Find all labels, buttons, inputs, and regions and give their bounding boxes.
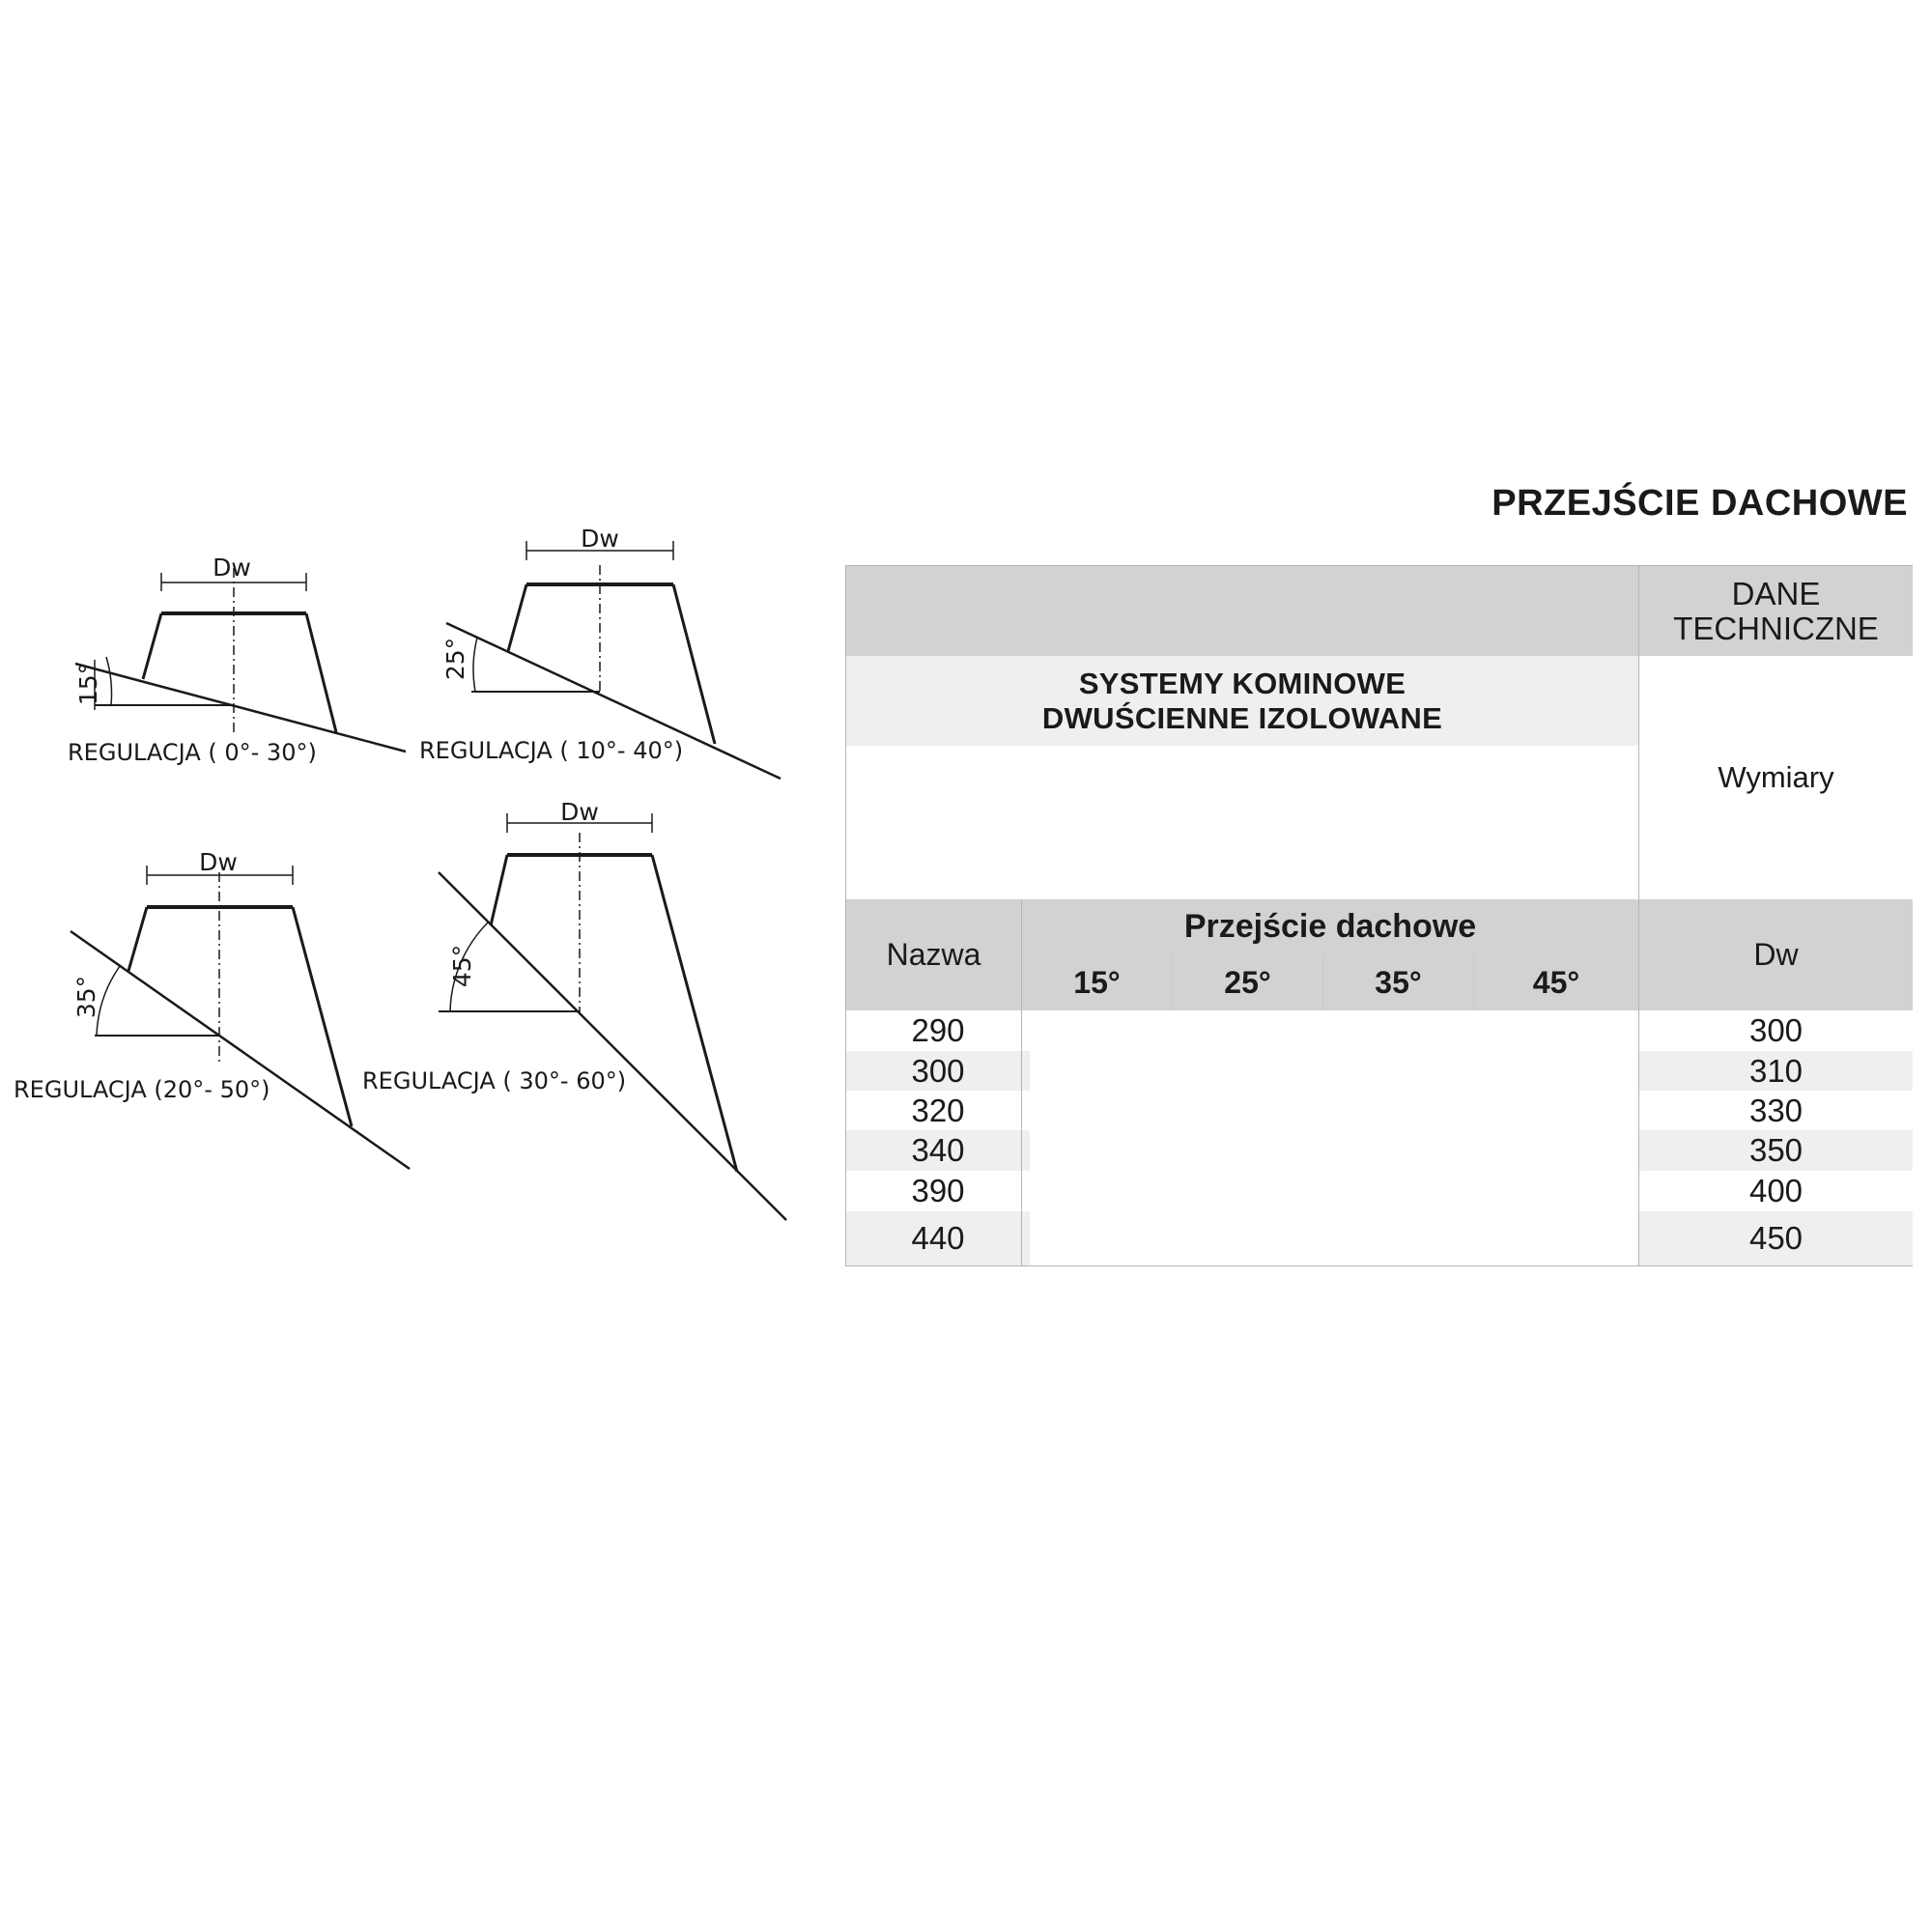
diagram-4-angle: 45° <box>448 944 476 988</box>
diagram-35 <box>71 866 410 1169</box>
diagram-2-angle: 25° <box>441 637 469 681</box>
table-row-5-dw: 400 <box>1639 1171 1913 1211</box>
angle-header-15: 15° <box>1022 954 1172 1010</box>
page-title: PRZEJŚCIE DACHOWE <box>1492 483 1908 524</box>
table-row-2-dw: 310 <box>1639 1051 1913 1091</box>
angle-header-25: 25° <box>1173 954 1322 1010</box>
divider-angle-1 <box>1172 954 1173 1010</box>
divider-nazwa <box>1021 899 1022 1265</box>
systemy-line1: SYSTEMY KOMINOWE <box>1078 666 1406 700</box>
diagram-3-caption: REGULACJA (20°- 50°) <box>14 1076 270 1103</box>
diagram-1-angle: 15° <box>74 662 102 706</box>
diagram-45 <box>439 813 786 1220</box>
angle-header-35: 35° <box>1323 954 1473 1010</box>
diagram-25 <box>446 541 781 779</box>
diagram-2-dw: Dw <box>581 525 619 553</box>
table-row-4-dw: 350 <box>1639 1130 1913 1171</box>
blank-area <box>846 746 1638 899</box>
dane-techniczne-header <box>1639 566 1913 656</box>
table-row-3-nazwa: 320 <box>846 1091 1030 1130</box>
table-row-4-nazwa: 340 <box>846 1130 1030 1171</box>
diagram-1-caption: REGULACJA ( 0°- 30°) <box>68 739 317 766</box>
diagram-4-caption: REGULACJA ( 30°- 60°) <box>362 1067 627 1094</box>
table-row-3-dw: 330 <box>1639 1091 1913 1130</box>
diagram-2-caption: REGULACJA ( 10°- 40°) <box>419 737 684 764</box>
wymiary-header: Wymiary <box>1639 656 1913 899</box>
przejscie-header: Przejście dachowe <box>1022 899 1638 954</box>
diagram-4-dw: Dw <box>560 798 599 826</box>
table-row-1-dw: 300 <box>1639 1010 1913 1051</box>
nazwa-header: Nazwa <box>846 899 1021 1010</box>
table-row-1-nazwa: 290 <box>846 1010 1030 1051</box>
table-row-6-dw: 450 <box>1639 1211 1913 1265</box>
spec-table <box>845 565 1913 1266</box>
diagram-1-dw: Dw <box>213 554 251 582</box>
diagram-15 <box>75 568 406 752</box>
dane-line1: DANE <box>1731 575 1821 611</box>
top-header-blank <box>846 566 1638 656</box>
dane-line2: TECHNICZNE <box>1673 610 1879 646</box>
angle-header-45: 45° <box>1474 954 1638 1010</box>
dw-header: Dw <box>1639 899 1913 1010</box>
systemy-line2: DWUŚCIENNE IZOLOWANE <box>1041 700 1443 735</box>
table-row-5-nazwa: 390 <box>846 1171 1030 1211</box>
diagram-3-angle: 35° <box>72 975 100 1019</box>
systemy-header <box>846 656 1638 746</box>
table-row-6-nazwa: 440 <box>846 1211 1030 1265</box>
table-row-2-nazwa: 300 <box>846 1051 1030 1091</box>
divider-angle-2 <box>1322 954 1323 1010</box>
divider-angle-3 <box>1473 954 1474 1010</box>
divider-dane <box>1638 566 1639 1265</box>
diagram-3-dw: Dw <box>199 848 238 876</box>
